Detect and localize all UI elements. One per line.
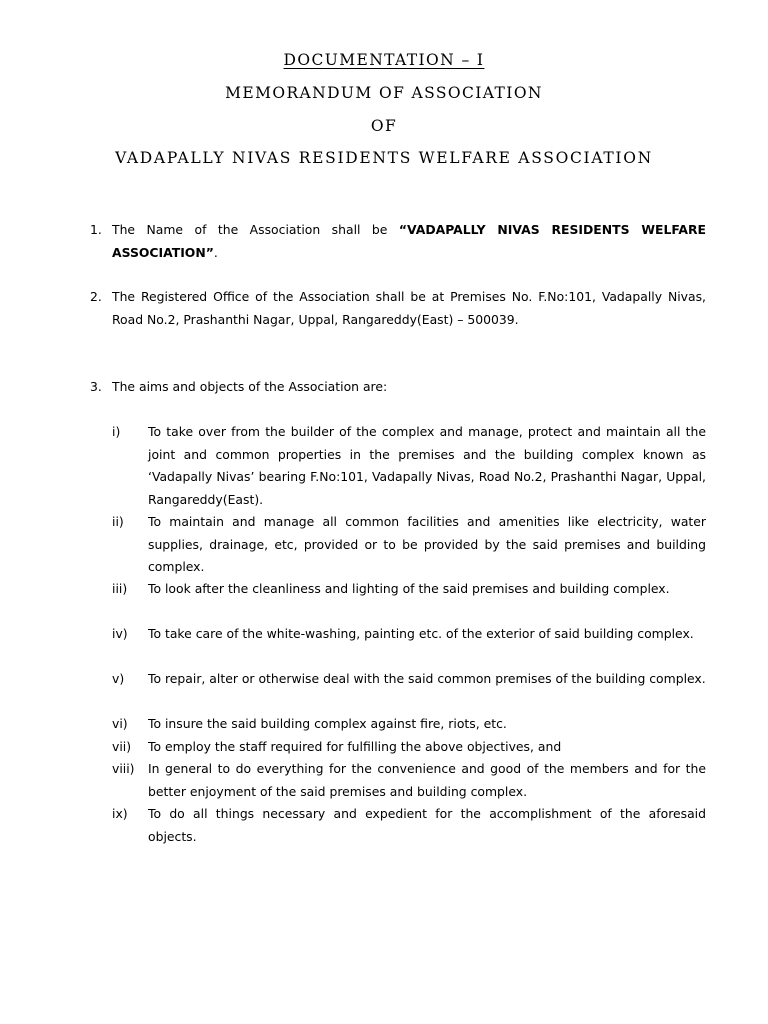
object-numeral: vii) [112, 739, 132, 754]
object-numeral: ix) [112, 806, 128, 821]
object-text: To insure the said building complex against fire, riots, etc. [148, 716, 507, 731]
object-numeral: vi) [112, 716, 128, 731]
object-numeral: i) [112, 424, 121, 439]
object-numeral: iv) [112, 626, 128, 641]
clause-2 [90, 286, 706, 331]
object-text: To look after the cleanliness and lighting of the said premises and building complex. [148, 581, 670, 596]
object-numeral: ii) [112, 514, 124, 529]
object-item [112, 803, 706, 848]
clause-number: 1. [90, 222, 102, 237]
association-name-title: VADAPALLY NIVAS RESIDENTS WELFARE ASSOCIATION [115, 149, 653, 167]
association-name-bold: “VADAPALLY NIVAS RESIDENTS WELFARE ASSOCIATION” [112, 222, 706, 260]
object-item [112, 668, 706, 691]
object-numeral: v) [112, 671, 125, 686]
clause-3 [90, 376, 706, 399]
clause-text: The Registered Office of the Association shall be at Premises No. F.No:101, Vadapally Nivas, Road No.2, Prashanthi Nagar, Uppal, Rangareddy(East) – 500039. [112, 289, 706, 327]
object-item [112, 421, 706, 511]
document-heading-text: DOCUMENTATION – I [283, 51, 485, 69]
document-heading [0, 51, 768, 69]
clause-text-plain: The Name of the Association shall be [112, 222, 399, 237]
clause-text [112, 219, 706, 264]
object-text: To repair, alter or otherwise deal with the said common premises of the building complex. [148, 671, 706, 686]
object-numeral: iii) [112, 581, 128, 596]
object-item [112, 713, 706, 736]
clause-text-end: . [213, 244, 218, 260]
title-of: OF [370, 117, 398, 135]
object-item [112, 736, 706, 759]
object-text: To take over from the builder of the complex and manage, protect and maintain all the joint and common properties in the premises and the building complex known as ‘Vadapally Nivas’ bearing F.No:101, Vadapally Nivas, Road No.2, Prashanthi Nagar, Uppal, Rangareddy(East). [148, 424, 706, 507]
object-numeral: viii) [112, 761, 135, 776]
object-item [112, 623, 706, 646]
object-item [112, 758, 706, 803]
clause-number: 3. [90, 379, 102, 394]
object-item [112, 511, 706, 579]
object-text: To take care of the white-washing, painting etc. of the exterior of said building complex. [148, 626, 694, 641]
object-text: To employ the staff required for fulfilling the above objectives, and [148, 739, 562, 754]
object-text: To do all things necessary and expedient for the accomplishment of the aforesaid objects. [148, 806, 706, 844]
clause-text: The aims and objects of the Association are: [112, 379, 388, 394]
object-text: In general to do everything for the convenience and good of the members and for the better enjoyment of the said premises and building complex. [148, 761, 706, 799]
memorandum-title: MEMORANDUM OF ASSOCIATION [225, 84, 543, 102]
object-item [112, 578, 706, 601]
clause-1 [90, 219, 706, 264]
clause-number: 2. [90, 289, 102, 304]
object-text: To maintain and manage all common facilities and amenities like electricity, water supplies, drainage, etc, provided or to be provided by the said premises and building complex. [148, 514, 706, 574]
